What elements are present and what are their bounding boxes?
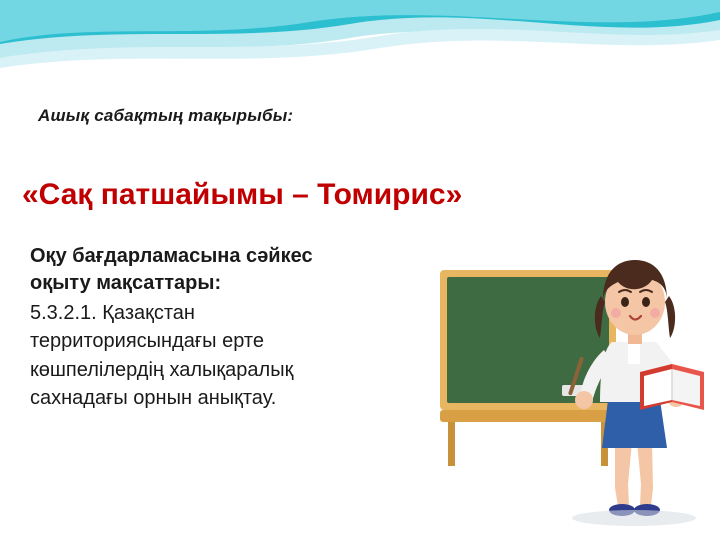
- page-title: «Сақ патшайымы – Томирис»: [22, 178, 463, 211]
- top-decorative-banner: [0, 0, 720, 80]
- learning-objectives-block: [30, 243, 450, 413]
- objectives-body-line-4: сахнадағы орнын анықтау.: [30, 387, 277, 410]
- objectives-heading: [30, 243, 450, 297]
- objectives-heading-line-2: оқыту мақсаттары:: [30, 272, 222, 294]
- objectives-heading-line-1: Оқу бағдарламасына сәйкес: [30, 245, 313, 267]
- objectives-body: [30, 299, 450, 413]
- subject-label: Ашық сабақтың тақырыбы:: [38, 106, 294, 125]
- chalkboard: [440, 270, 616, 466]
- teacher-at-chalkboard-illustration: [432, 230, 720, 530]
- objectives-body-line-1: 5.3.2.1. Қазақстан: [30, 302, 195, 324]
- objectives-body-line-2: территориясындағы ерте: [30, 330, 264, 353]
- floor-shadow: [572, 510, 696, 526]
- objectives-body-line-3: көшпелілердің халықаралық: [30, 358, 294, 381]
